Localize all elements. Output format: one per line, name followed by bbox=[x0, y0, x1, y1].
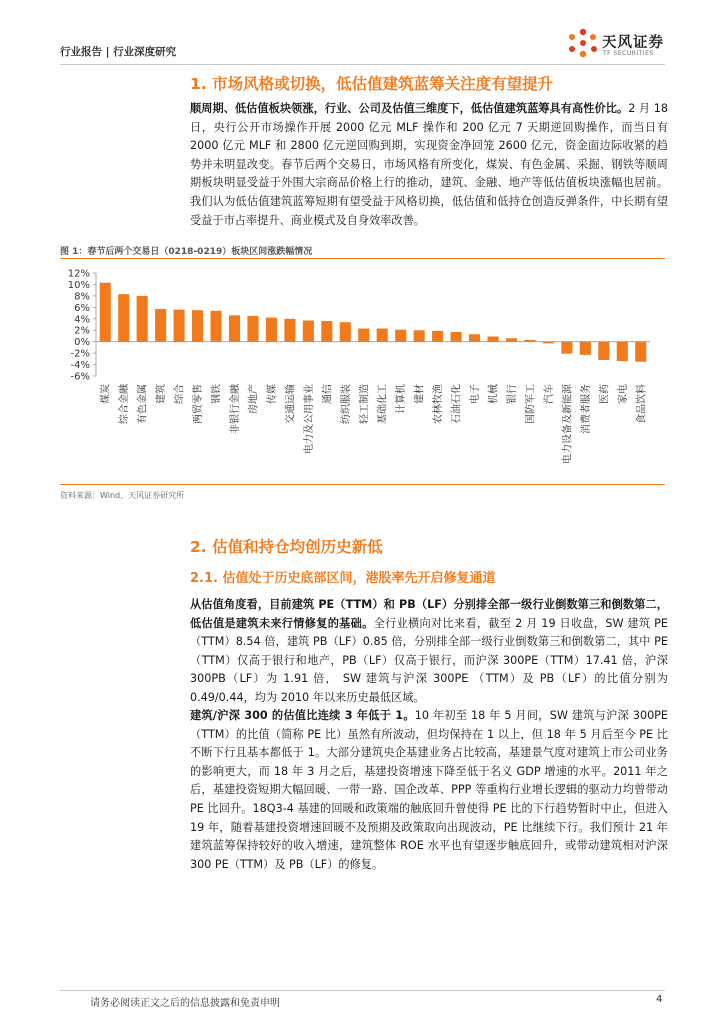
bar bbox=[210, 311, 221, 342]
bar bbox=[284, 319, 295, 342]
figure-bottom-rule bbox=[60, 484, 665, 485]
x-category-label: 综合金融 bbox=[119, 384, 131, 424]
x-category-label: 综合 bbox=[174, 384, 186, 404]
section2-paragraph-2 bbox=[190, 707, 668, 874]
x-category-label: 钢铁 bbox=[211, 384, 223, 404]
x-category-label: 通信 bbox=[322, 384, 334, 404]
x-category-label: 电力设备及新能源 bbox=[562, 384, 574, 465]
header-divider bbox=[60, 64, 665, 65]
bar bbox=[451, 332, 462, 342]
figure-top-rule bbox=[60, 258, 665, 259]
logo-subtitle: TF SECURITIES bbox=[603, 50, 654, 57]
y-tick-label: -6% bbox=[70, 371, 90, 383]
bar bbox=[635, 342, 646, 362]
y-tick-label: 10% bbox=[67, 279, 90, 291]
bar bbox=[321, 321, 332, 342]
bar bbox=[340, 322, 351, 341]
bar-chart bbox=[60, 262, 660, 480]
x-category-label: 纺织服装 bbox=[340, 384, 352, 424]
figure-title: 图 1：春节后两个交易日（0218-0219）板块区间涨跌幅情况 bbox=[60, 247, 313, 257]
x-category-label: 电力及公用事业 bbox=[303, 384, 315, 454]
bar bbox=[580, 342, 591, 355]
section2-paragraph-1 bbox=[190, 596, 668, 708]
bar bbox=[192, 310, 203, 341]
x-category-label: 两贸零售 bbox=[193, 384, 205, 424]
section2-p1-body: 全行业横向对比来看，截至 2 月 19 日收盘，SW 建筑 PE（TTM）8.54 倍，建筑 PB（LF）0.85 倍，分别排全部一级行业倒数第三和倒数第二，其中 PE（TTM）仅高于银行和地产，PB（LF）仅高于银行，而沪深 300PE（TTM）17.41 倍，沪深 300PB（LF）为 1.91 倍， SW 建筑与沪深 300PE （TTM）及 PB（LF）的比值分别为 0.49/0.44，均为 2010 年以来历史最低区域。 bbox=[190, 616, 668, 704]
report-header-label: 行业报告 | 行业深度研究 bbox=[60, 46, 177, 58]
bar bbox=[174, 310, 185, 342]
x-category-label: 计算机 bbox=[396, 384, 408, 414]
bar bbox=[506, 338, 517, 341]
x-category-label: 汽车 bbox=[543, 384, 555, 404]
bar bbox=[155, 309, 166, 342]
section2-p2-lead: 建筑/沪深 300 的估值比连续 3 年低于 1。 bbox=[190, 709, 415, 722]
y-tick-label: 8% bbox=[74, 291, 90, 303]
bar bbox=[487, 337, 498, 342]
x-category-label: 家电 bbox=[617, 384, 629, 404]
x-category-label: 轻工制造 bbox=[359, 384, 371, 424]
section1-body: 2 月 18 日，央行公开市场操作开展 2000 亿元 MLF 操作和 200 亿元 7 天期逆回购操作，而当日有 2000 亿元 MLF 和 2800 亿元逆回购到期，实现资金净回笼 2600 亿元，资金面边际收紧的趋势并未明显改变。春节后两个交易日，市场风格有所变化，煤炭、有色金属、采掘、钢铁等顺周期板块明显受益于外围大宗商品价格上行的推动，建筑、金融、地产等低估值板块涨幅也居前。我们认为低估值建筑蓝筹短期有望受益于风格切换，低估值和低持仓创造反弹条件，中长期有望受益于市占率提升、商业模式及自身效率改善。 bbox=[190, 102, 668, 227]
x-category-label: 机械 bbox=[488, 384, 500, 404]
y-tick-label: -4% bbox=[70, 360, 90, 372]
x-category-label: 煤炭 bbox=[100, 384, 112, 404]
section2-title: 2. 估值和持仓均创历史新低 bbox=[190, 538, 383, 556]
x-category-label: 消费者服务 bbox=[580, 384, 592, 434]
y-tick-label: 4% bbox=[74, 314, 90, 326]
x-category-label: 房地产 bbox=[248, 384, 260, 414]
company-logo bbox=[566, 26, 696, 62]
x-category-label: 传媒 bbox=[266, 384, 278, 404]
x-category-label: 交通运输 bbox=[285, 384, 297, 424]
bar bbox=[118, 294, 129, 341]
y-tick-label: 2% bbox=[74, 325, 90, 337]
x-category-label: 基础化工 bbox=[377, 384, 389, 424]
bar bbox=[598, 342, 609, 360]
logo-icon bbox=[566, 26, 600, 60]
bar bbox=[414, 330, 425, 341]
bar bbox=[266, 318, 277, 342]
y-tick-label: 0% bbox=[74, 337, 90, 349]
y-tick-label: -2% bbox=[70, 348, 90, 360]
y-tick-label: 6% bbox=[74, 302, 90, 314]
bar bbox=[469, 334, 480, 341]
section2-subtitle: 2.1. 估值处于历史底部区间，港股率先开启修复通道 bbox=[190, 571, 496, 586]
x-category-label: 电子 bbox=[470, 384, 482, 404]
figure-source: 资料来源：Wind、天风证券研究所 bbox=[60, 491, 185, 500]
bar bbox=[377, 329, 388, 342]
x-category-label: 建材 bbox=[414, 384, 426, 404]
bar bbox=[432, 331, 443, 342]
page-number: 4 bbox=[656, 994, 663, 1005]
y-tick-label: 12% bbox=[67, 268, 90, 280]
bar bbox=[561, 342, 572, 354]
x-category-label: 非银行金融 bbox=[230, 384, 241, 434]
bar bbox=[617, 342, 628, 361]
bar bbox=[247, 316, 258, 342]
bar bbox=[358, 329, 369, 342]
bar bbox=[229, 315, 240, 341]
bar bbox=[303, 320, 314, 341]
section2-p2-body: 10 年初至 18 年 5 月间，SW 建筑与沪深 300PE（TTM）的比值（简称 PE 比）虽然有所波动，但均保持在 1 以上，但 18 年 5 月后至今 PE 比不断下行且基本都低于 1。大部分建筑央企基建业务占比较高，基建景气度对建筑上市公司业务的影响更大，而 18 年 3 月之后，基建投资增速下降至低于名义 GDP 增速的水平。2011 年之后，基建投资短期大幅回暖、一带一路、国企改革、PPP 等重构行业增长逻辑的驱动力均曾带动 PE 比回升。18Q3-4 基建的回暖和政策端的触底回升曾使得 PE 比的下行趋势暂时中止，但进入 19 年，随着基建投资增速回暖不及预期及政策取向出现波动，PE 比继续下行。我们预计 21 年建筑蓝筹保持较好的收入增速，建筑整体 ROE 水平也有望逐步触底回升，或带动建筑相对沪深 300 PE（TTM）及 PB（LF）的修复。 bbox=[190, 709, 668, 871]
logo-name: 天风证券 bbox=[602, 35, 664, 51]
bar bbox=[395, 330, 406, 342]
x-category-label: 食品饮料 bbox=[636, 384, 648, 424]
x-category-label: 建筑 bbox=[156, 384, 168, 404]
bar bbox=[100, 283, 111, 342]
section1-lead: 顺周期、低估值板块领涨，行业、公司及估值三维度下，低估值建筑蓝筹具有高性价比。 bbox=[190, 102, 629, 115]
x-category-label: 银行 bbox=[507, 384, 518, 404]
section1-paragraph bbox=[190, 100, 668, 230]
x-category-label: 有色金属 bbox=[137, 384, 149, 424]
x-category-label: 石油石化 bbox=[451, 384, 463, 424]
section1-title: 1. 市场风格或切换，低估值建筑蓝筹关注度有望提升 bbox=[190, 75, 554, 93]
section2-p1-lead: 从估值角度看，目前建筑 PE（TTM）和 PB（LF）分别排全部一级行业倒数第三和倒数第二，低估值是建筑未来行情修复的基础。 bbox=[190, 598, 668, 630]
footer-divider bbox=[60, 990, 665, 991]
footer-disclaimer: 请务必阅读正文之后的信息披露和免责申明 bbox=[90, 998, 280, 1009]
x-category-label: 农林牧渔 bbox=[433, 384, 445, 424]
x-category-label: 医药 bbox=[599, 384, 611, 404]
x-category-label: 国防军工 bbox=[525, 384, 537, 424]
bar bbox=[137, 296, 148, 342]
